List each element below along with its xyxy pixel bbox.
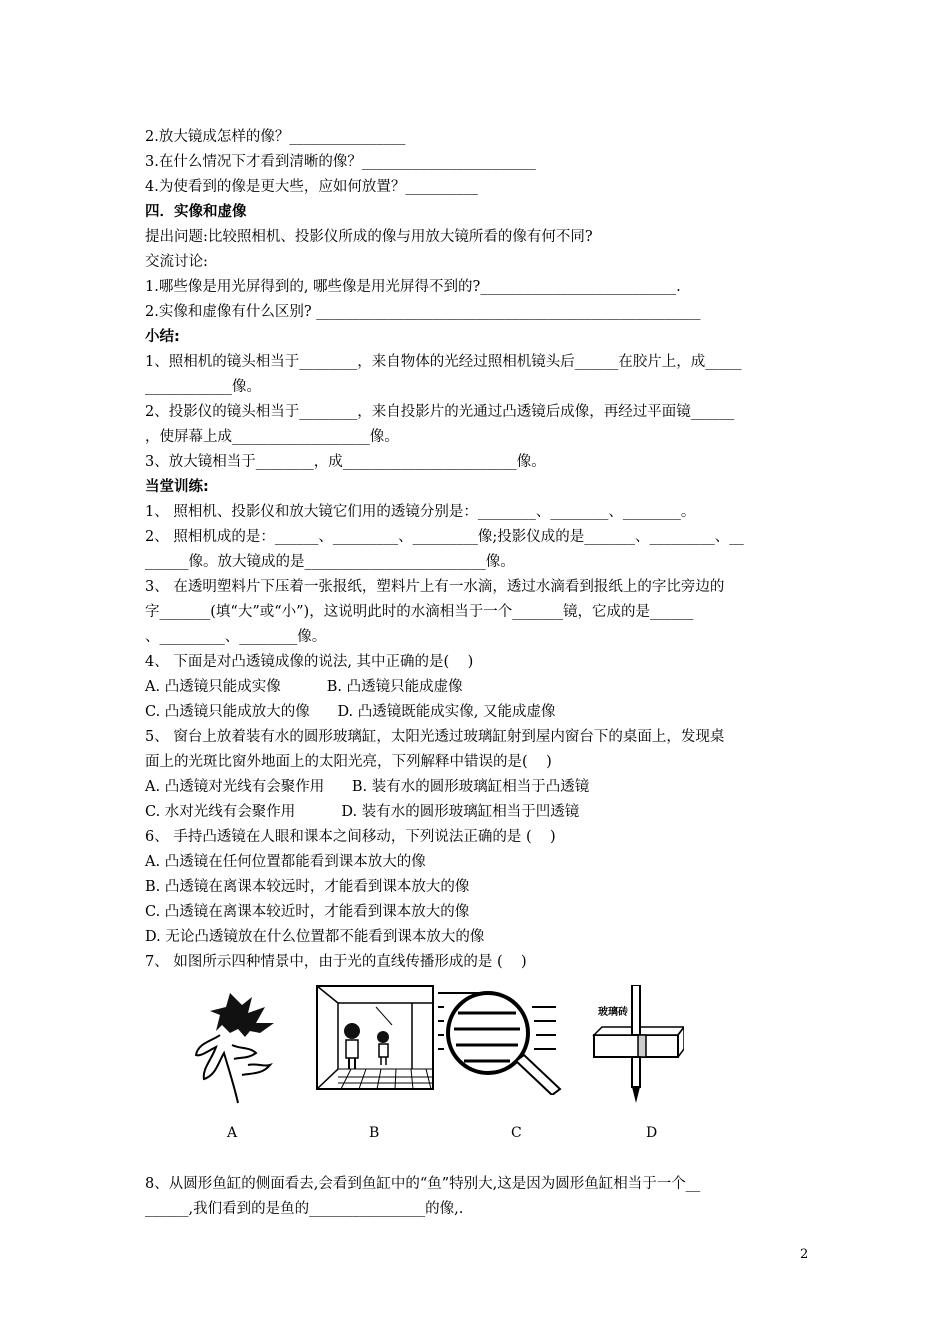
q-option: B. 凸透镜在离课本较远时，才能看到课本放大的像: [145, 879, 470, 895]
q-option: A. 凸透镜在任何位置都能看到课本放大的像: [145, 854, 426, 870]
q-text: 1.哪些像是用光屏得到的, 哪些像是用光屏得不到的?___________________________.: [145, 279, 681, 295]
q-text: 2、 照相机成的是：______、_________、_________像;投影仪成的是_______、_________、__: [145, 529, 744, 545]
q-text: 交流讨论:: [145, 254, 208, 270]
q-text: 7、 如图所示四种情景中，由于光的直线传播形成的是 ( ): [145, 954, 527, 970]
figure-label: 玻璃砖: [598, 1007, 628, 1018]
page-number: 2: [800, 1247, 809, 1262]
q-text: 8、从圆形鱼缸的侧面看去,会看到鱼缸中的“鱼”特别大,这是因为圆形鱼缸相当于一个__: [145, 1176, 701, 1192]
figure-caption-a: A: [227, 1125, 238, 1141]
q-option: A. 凸透镜对光线有会聚作用 B. 装有水的圆形玻璃缸相当于凸透镜: [145, 779, 590, 795]
mirror-room-figure: [316, 985, 434, 1090]
section-heading: 四．实像和虚像: [145, 204, 247, 220]
q-option: D. 无论凸透镜放在什么位置都不能看到课本放大的像: [145, 929, 485, 945]
q-text: 面上的光斑比窗外地面上的太阳光亮，下列解释中错误的是( ): [145, 754, 552, 770]
q-option: C. 凸透镜只能成放大的像 D. 凸透镜既能成实像, 又能成虚像: [145, 704, 556, 720]
section-heading: 当堂训练:: [145, 479, 209, 495]
q-text: 、_________、________像。: [145, 629, 327, 645]
q-text: 1、 照相机、投影仪和放大镜它们用的透镜分别是：________、________、________。: [145, 504, 696, 520]
hand-shadow-figure: [190, 985, 280, 1105]
figure-caption-b: B: [369, 1125, 380, 1141]
q-text: 2、投影仪的镜头相当于________，来自投影片的光通过凸透镜后成像，再经过平面镜______: [145, 404, 735, 420]
section-heading: 小结:: [145, 329, 180, 345]
q-text: 6、 手持凸透镜在人眼和课本之间移动，下列说法正确的是 ( ): [145, 829, 556, 845]
q-text: 字_______(填“大”或“小”)，这说明此时的水滴相当于一个_______镜，它成的是______: [145, 604, 694, 620]
q-text: 3、放大镜相当于________，成________________________像。: [145, 454, 546, 470]
glass-block-figure: [588, 985, 684, 1105]
q-text: ______,我们看到的是鱼的________________的像,.: [145, 1201, 464, 1217]
q-text: ______像。放大镜成的是_________________________像。: [145, 554, 515, 570]
q-text: 3.在什么情况下才看到清晰的像？________________________: [145, 154, 536, 170]
q-option: C. 水对光线有会聚作用 D. 装有水的圆形玻璃缸相当于凹透镜: [145, 804, 580, 820]
q-text: 1、照相机的镜头相当于________，来自物体的光经过照相机镜头后______在胶片上，成_____: [145, 354, 742, 370]
q-option: A. 凸透镜只能成实像 B. 凸透镜只能成虚像: [145, 679, 463, 695]
q-text: 3、 在透明塑料片下压着一张报纸，塑料片上有一水滴，透过水滴看到报纸上的字比旁边的: [145, 579, 725, 595]
q-text: 4.为使看到的像是更大些，应如何放置？__________: [145, 179, 478, 195]
magnifier-figure: [436, 985, 562, 1095]
q-option: C. 凸透镜在离课本较近时，才能看到课本放大的像: [145, 904, 470, 920]
q-text: 2.实像和虚像有什么区别? _____________________________________________________: [145, 304, 701, 320]
q-text: 4、 下面是对凸透镜成像的说法, 其中正确的是( ): [145, 654, 474, 670]
figure-caption-d: D: [646, 1125, 658, 1141]
q-text: ____________像。: [145, 379, 261, 395]
q-text: 5、 窗台上放着装有水的圆形玻璃缸，太阳光透过玻璃缸射到屋内窗台下的桌面上，发现桌: [145, 729, 725, 745]
q-text: 2.放大镜成怎样的像？________________: [145, 129, 406, 145]
q-text: ，使屏幕上成___________________像。: [145, 429, 399, 445]
figure-caption-c: C: [511, 1125, 522, 1141]
q-text: 提出问题:比较照相机、投影仪所成的像与用放大镜所看的像有何不同?: [145, 229, 593, 245]
